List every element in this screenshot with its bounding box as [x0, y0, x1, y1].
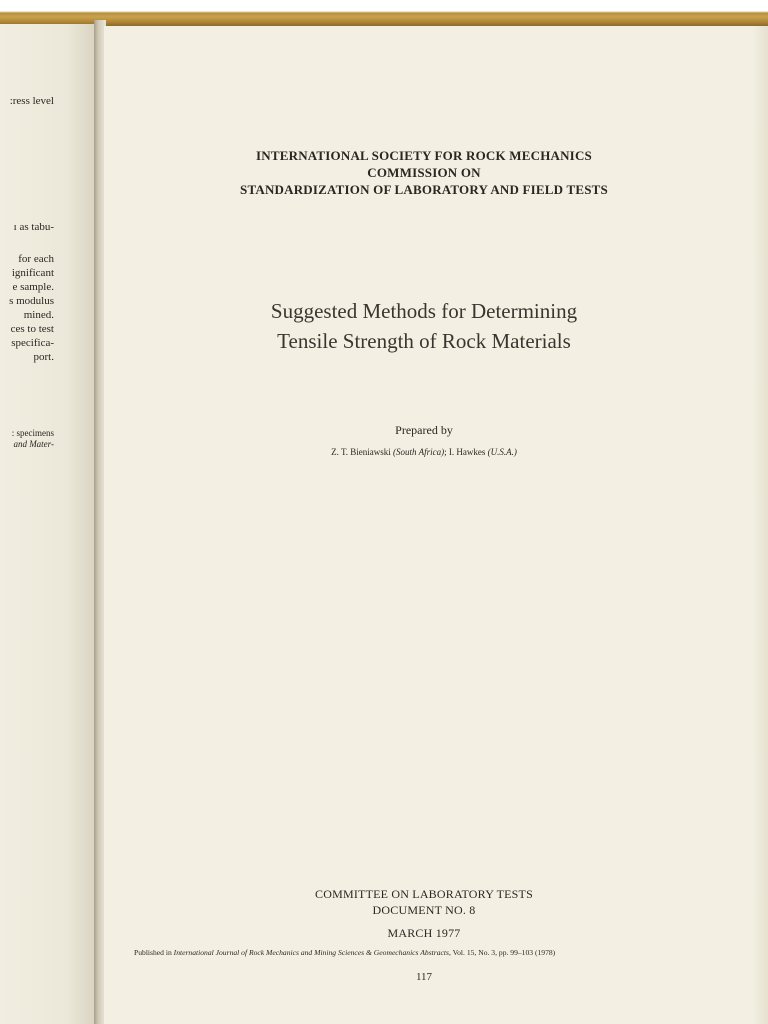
title-line-1: Suggested Methods for Determining	[270, 299, 578, 323]
left-page-text-line: e sample.	[12, 281, 54, 293]
standardization-line: STANDARDIZATION OF LABORATORY AND FIELD TESTS	[240, 182, 608, 197]
author-2-name: I. Hawkes	[448, 447, 486, 457]
author-1-name: Z. T. Bieniawski	[331, 447, 391, 457]
left-page-text-line: for each	[18, 253, 54, 265]
title-line-2: Tensile Strength of Rock Materials	[277, 329, 571, 353]
publication-details: , Vol. 15, No. 3, pp. 99–103 (1978)	[448, 948, 556, 957]
author-separator: ;	[444, 447, 447, 457]
left-page-text-line: ignificant	[11, 267, 54, 279]
document-number: DOCUMENT NO. 8	[372, 903, 476, 917]
commission-line: COMMISSION ON	[367, 165, 481, 180]
left-page-text-line: s modulus	[9, 295, 54, 307]
left-page-text-line: port.	[33, 351, 54, 363]
prepared-by-text: Prepared by	[395, 423, 453, 437]
author-1-country: (South Africa)	[393, 447, 445, 457]
left-page-text-line: specifica-	[11, 337, 54, 349]
page-number: 117	[415, 971, 433, 983]
author-list	[104, 446, 744, 458]
left-page-text-line: :ress level	[9, 95, 54, 107]
committee-block	[104, 886, 744, 941]
left-page-text-line: mined.	[23, 309, 54, 321]
page-number-block	[104, 970, 744, 984]
committee-name: COMMITTEE ON LABORATORY TESTS	[315, 887, 533, 901]
society-name: INTERNATIONAL SOCIETY FOR ROCK MECHANICS	[256, 148, 592, 163]
left-page-reference-line: and Mater-	[13, 439, 54, 449]
publication-prefix: Published in	[134, 948, 172, 957]
journal-name: International Journal of Rock Mechanics and Mining Sciences & Geomechanics Abstracts	[173, 948, 449, 957]
authors-line	[104, 446, 744, 458]
document-title	[104, 296, 744, 356]
left-page	[0, 24, 96, 1024]
author-2-country: (U.S.A.)	[487, 447, 517, 457]
left-page-text-line: ces to test	[10, 323, 54, 335]
left-page-reference-line: : specimens	[11, 428, 54, 438]
left-page-text-line: ı as tabu-	[13, 221, 54, 233]
society-header	[104, 146, 744, 200]
document-date: MARCH 1977	[387, 926, 461, 940]
right-page-edge	[752, 26, 768, 1024]
prepared-by-label	[104, 422, 744, 438]
book-binding-edge	[0, 0, 768, 26]
publication-note	[134, 948, 744, 958]
